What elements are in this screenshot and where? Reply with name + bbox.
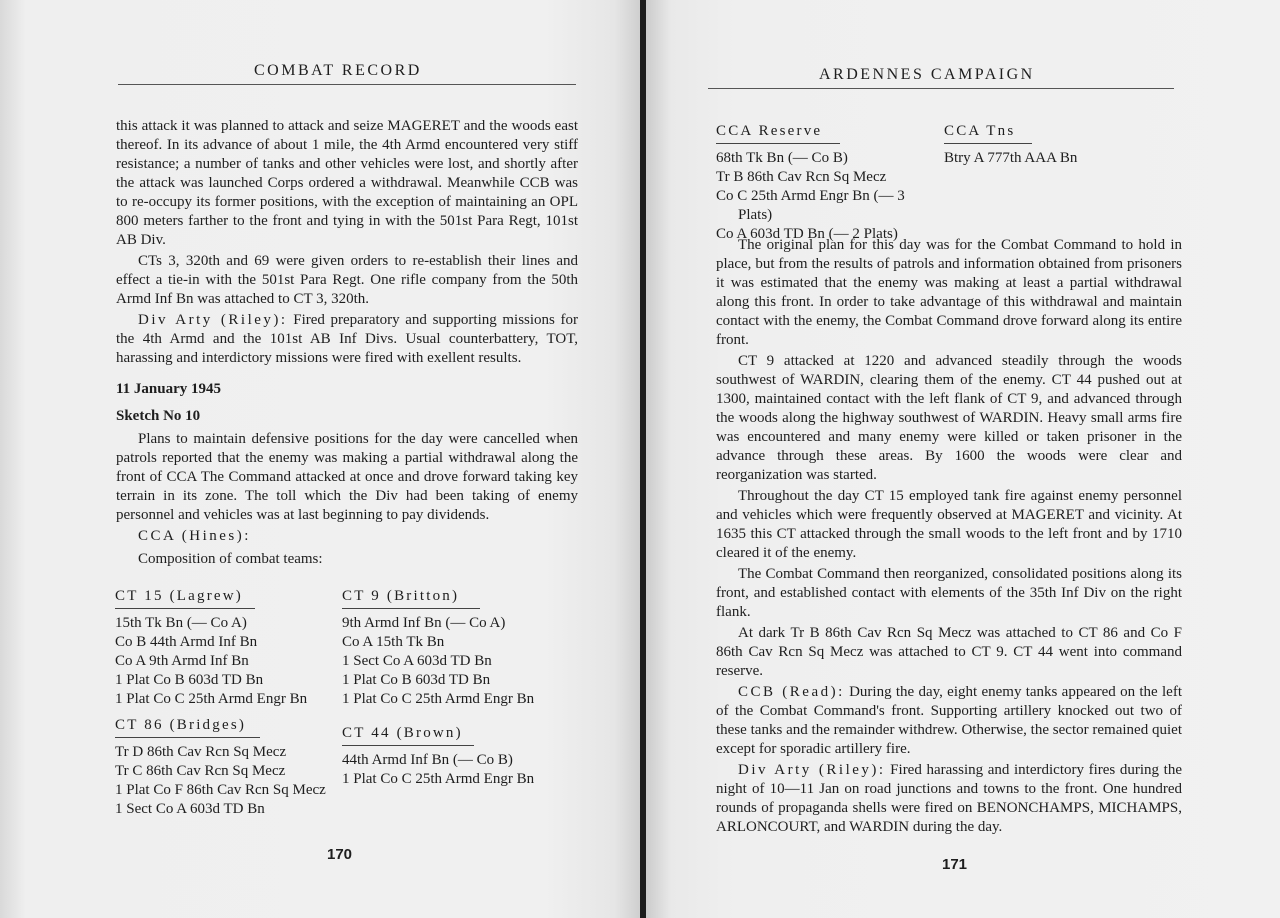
team-line: 1 Plat Co C 25th Armd Engr Bn	[115, 691, 308, 707]
team-line: Co B 44th Armd Inf Bn	[115, 634, 258, 650]
paragraph	[116, 252, 578, 309]
right-page	[646, 0, 1280, 918]
team-line: 1 Plat Co B 603d TD Bn	[115, 672, 264, 688]
unit-lead: Div Arty (Riley):	[738, 762, 886, 778]
cca-tns	[944, 122, 1144, 168]
team-line: Co A 15th Tk Bn	[342, 634, 445, 650]
paragraph: The Combat Command then reorganized, consolidated positions along its front, and established contact with elements of the 35th Inf Div on the right flank.	[716, 566, 1182, 620]
team-line: 1 Plat Co C 25th Armd Engr Bn	[342, 691, 535, 707]
paragraph-text: Fired preparatory and supporting missions for the 4th Armd and the 101st AB Inf Divs. Usual counterbattery, TOT, harassing and interdictory missions were fired with exellent results.	[116, 312, 578, 366]
running-head: COMBAT RECORD	[254, 62, 422, 79]
team-line: 1 Plat Co C 25th Armd Engr Bn	[342, 771, 535, 787]
team-ct15	[115, 587, 315, 709]
header-rule	[708, 88, 1174, 89]
header-rule	[118, 84, 576, 85]
paragraph: Plans to maintain defensive positions for the day were cancelled when patrols reported that the enemy was making a partial withdrawal along the front of CCA The Command attacked at once and drove forward taking key terrain in its zone. The toll which the Div had been taking of enemy personnel and vehicles was at last beginning to pay dividends.	[116, 431, 578, 523]
heading-rule	[944, 143, 1032, 144]
team-ct9	[342, 587, 582, 709]
tns-heading: CCA Tns	[944, 123, 1016, 139]
team-line: 1 Sect Co A 603d TD Bn	[115, 801, 265, 817]
team-line: 44th Armd Inf Bn (— Co B)	[342, 752, 513, 768]
paragraph-text: CTs 3, 320th and 69 were given orders to re-establish their lines and effect a tie-in with the 501st Para Regt. One rifle company from the 50th Armd Inf Bn was attached to CT 3, 320th.	[116, 253, 578, 307]
team-line: 1 Plat Co F 86th Cav Rcn Sq Mecz	[115, 782, 326, 798]
paragraph: this attack it was planned to attack and seize MAGERET and the woods east thereof. In its advance of about 1 mile, the 4th Armd encountered very stiff resistance; a number of tanks and other vehicles were lost, and shortly after the attack was launched Corps ordered a withdrawal. Meanwhile CCB was to re-occupy its former positions, with the exception of maintaining an OPL 800 meters farther to the front and tying in with the 501st Para Regt, 101st AB Div.	[116, 118, 578, 248]
reserve-line: Co C 25th Armd Engr Bn (— 3 Plats)	[716, 188, 905, 223]
sketch-heading: Sketch No 10	[116, 408, 201, 424]
paragraph: CT 9 attacked at 1220 and advanced steadily through the woods southwest of WARDIN, clearing them of the enemy. CT 44 pushed out at 1300, maintained contact with the left flank of CT 9, and advanced through the woods along the highway southwest of WARDIN. Heavy small arms fire was encountered and many enemy were killed or taken prisoner in the advance through these areas. By 1600 the woods were clear and reorganization was started.	[716, 353, 1182, 483]
reserve-line: Co A 603d TD Bn (— 2 Plats)	[716, 226, 898, 242]
reserve-line: Tr B 86th Cav Rcn Sq Mecz	[716, 169, 887, 185]
team-heading: CT 86 (Bridges)	[115, 717, 247, 733]
page-number: 171	[942, 856, 968, 873]
team-line: 1 Sect Co A 603d TD Bn	[342, 653, 492, 669]
cca-reserve	[716, 122, 946, 244]
unit-lead: CCB (Read):	[738, 684, 845, 700]
team-heading: CT 9 (Britton)	[342, 588, 460, 604]
heading-rule	[115, 737, 260, 738]
team-line: 15th Tk Bn (— Co A)	[115, 615, 247, 631]
cca-line: CCA (Hines):	[138, 528, 251, 544]
paragraph: Throughout the day CT 15 employed tank fire against enemy personnel and vehicles which were frequently observed at MAGERET and vicinity. At 1635 this CT attacked through the small woods to the left front and by 1710 cleared it of the enemy.	[716, 488, 1182, 561]
team-line: Co A 9th Armd Inf Bn	[115, 653, 249, 669]
paragraph	[716, 761, 1182, 837]
date-heading: 11 January 1945	[116, 381, 222, 397]
reserve-line: 68th Tk Bn (— Co B)	[716, 150, 848, 166]
unit-lead: Div Arty (Riley):	[138, 312, 288, 328]
team-heading: CT 15 (Lagrew)	[115, 588, 243, 604]
team-ct86	[115, 716, 340, 819]
team-heading: CT 44 (Brown)	[342, 725, 463, 741]
paragraph: The original plan for this day was for the Combat Command to hold in place, but from the results of patrols and information obtained from prisoners it was estimated that the enemy was making at least a partial withdrawal along this front. In order to take advantage of this withdrawal and maintain contact with the enemy, the Combat Command drove forward along its entire front.	[716, 237, 1182, 348]
paragraph: At dark Tr B 86th Cav Rcn Sq Mecz was attached to CT 86 and Co F 86th Cav Rcn Sq Mecz was attached to CT 9. CT 44 went into command reserve.	[716, 625, 1182, 679]
tns-line: Btry A 777th AAA Bn	[944, 150, 1078, 166]
reserve-heading: CCA Reserve	[716, 123, 823, 139]
composition-line: Composition of combat teams:	[138, 551, 323, 567]
running-head: ARDENNES CAMPAIGN	[819, 66, 1035, 83]
paragraph	[116, 311, 578, 368]
paragraph	[716, 683, 1182, 759]
team-line: 1 Plat Co B 603d TD Bn	[342, 672, 491, 688]
team-line: 9th Armd Inf Bn (— Co A)	[342, 615, 506, 631]
paragraph-text: Fired harassing and interdictory fires during the night of 10—11 Jan on road junctions and towns to the front. One hundred rounds of propaganda shells were fired on BENONCHAMPS, MICHAMPS, ARLONCOURT, and WARDIN during the day.	[716, 762, 1182, 835]
heading-rule	[342, 608, 480, 609]
team-ct44	[342, 724, 582, 789]
left-body	[116, 117, 578, 569]
right-body	[716, 236, 1182, 837]
paragraph-text: During the day, eight enemy tanks appeared on the left of the Combat Command's front. Supporting artillery knocked out two of these tanks and the remainder withdrew. Otherwise, the sector remained quiet except for sporadic artillery fire.	[716, 684, 1182, 757]
team-line: Tr D 86th Cav Rcn Sq Mecz	[115, 744, 287, 760]
heading-rule	[342, 745, 474, 746]
heading-rule	[115, 608, 255, 609]
team-line: Tr C 86th Cav Rcn Sq Mecz	[115, 763, 286, 779]
page-number: 170	[327, 846, 353, 863]
heading-rule	[716, 143, 840, 144]
